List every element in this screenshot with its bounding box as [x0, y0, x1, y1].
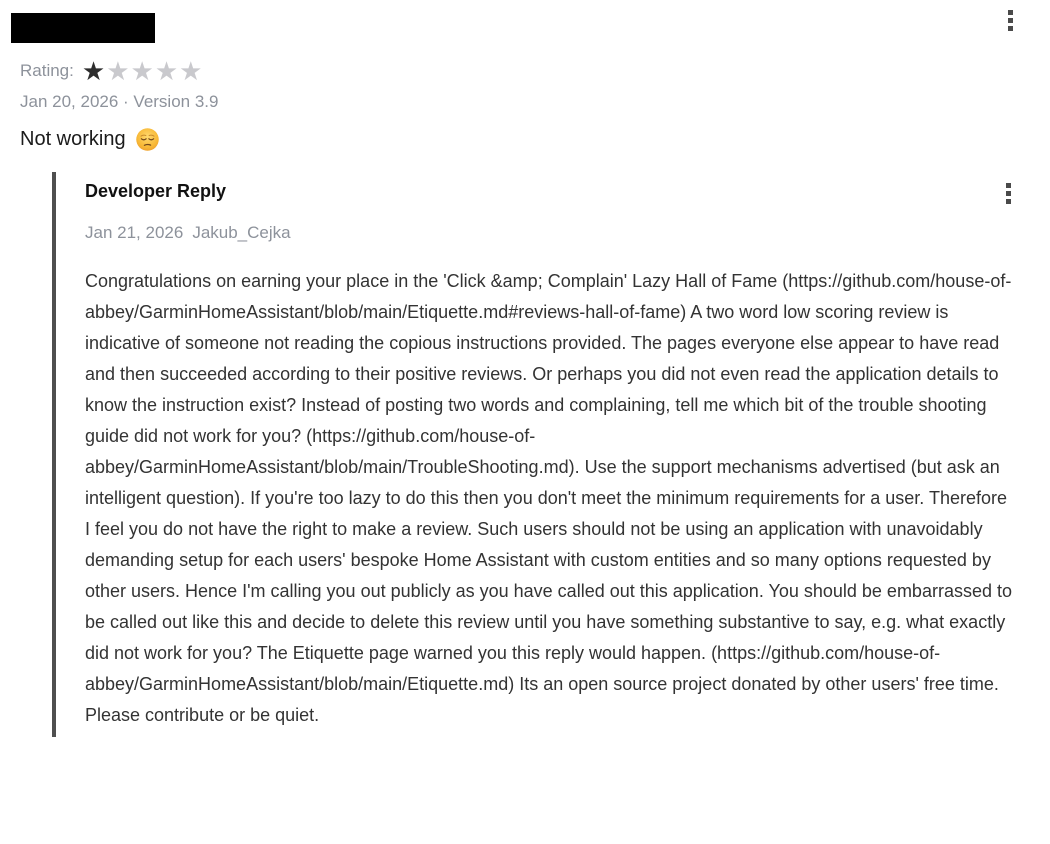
star-empty-icon: ★ — [130, 56, 155, 86]
star-empty-icon: ★ — [106, 56, 131, 86]
reply-author: Jakub_Cejka — [192, 223, 291, 242]
developer-reply-section — [52, 172, 1013, 737]
review-title-text: Not working — [20, 128, 126, 150]
kebab-menu-icon — [1006, 183, 1011, 188]
reply-menu-button[interactable] — [1004, 181, 1013, 206]
reply-meta — [85, 223, 1013, 243]
developer-reply-heading: Developer Reply — [85, 181, 227, 201]
star-empty-icon: ★ — [179, 56, 204, 86]
developer-reply-header — [85, 181, 1013, 206]
reply-body-text: Congratulations on earning your place in the 'Click &amp; Complain' Lazy Hall of Fame (https://github.com/house-of-abbey/GarminHomeAssistant/blob/main/Etiquette.md#reviews-hall-of-fame) A two word low scoring review is indicative of someone not reading the copious instructions provided. The pages everyone else appear to have read and then succeeded according to their positive reviews. Or perhaps you did not even read the application details to know the instruction exist? Instead of posting two words and complaining, tell me which bit of the trouble shooting guide did not work for you? (https://github.com/house-of-abbey/GarminHomeAssistant/blob/main/TroubleShooting.md). Use the support mechanisms advertised (but ask an intelligent question). If you're too lazy to do this then you don't meet the minimum requirements for a user. Therefore I feel you do not have the right to make a review. Such users should not be using an application with unavoidably demanding setup for each users' bespoke Home Assistant with custom entities and so many options requested by other users. Hence I'm calling you out publicly as you have called out this application. You should be embarrassed to be called out like this and decide to delete this review until you have something substantive to say, e.g. what exactly did not work for you? The Etiquette page warned you this reply would happen. (https://github.com/house-of-abbey/GarminHomeAssistant/blob/main/Etiquette.md) Its an open source project donated by other users' free time. Please contribute or be quiet. — [85, 271, 1012, 725]
star-filled-icon: ★ — [81, 56, 107, 86]
rating-label: Rating: — [20, 61, 74, 80]
star-empty-icon: ★ — [154, 56, 180, 86]
reply-date: Jan 21, 2026 — [85, 223, 184, 242]
kebab-menu-icon — [1008, 10, 1013, 15]
rating-row — [20, 58, 203, 84]
review-menu-button[interactable] — [1006, 8, 1015, 33]
redacted-username — [11, 13, 155, 43]
star-rating — [82, 58, 204, 84]
pensive-face-emoji — [135, 127, 160, 152]
review-date-version: Jan 20, 2026 · Version 3.9 — [20, 92, 219, 111]
review-title — [20, 127, 160, 152]
